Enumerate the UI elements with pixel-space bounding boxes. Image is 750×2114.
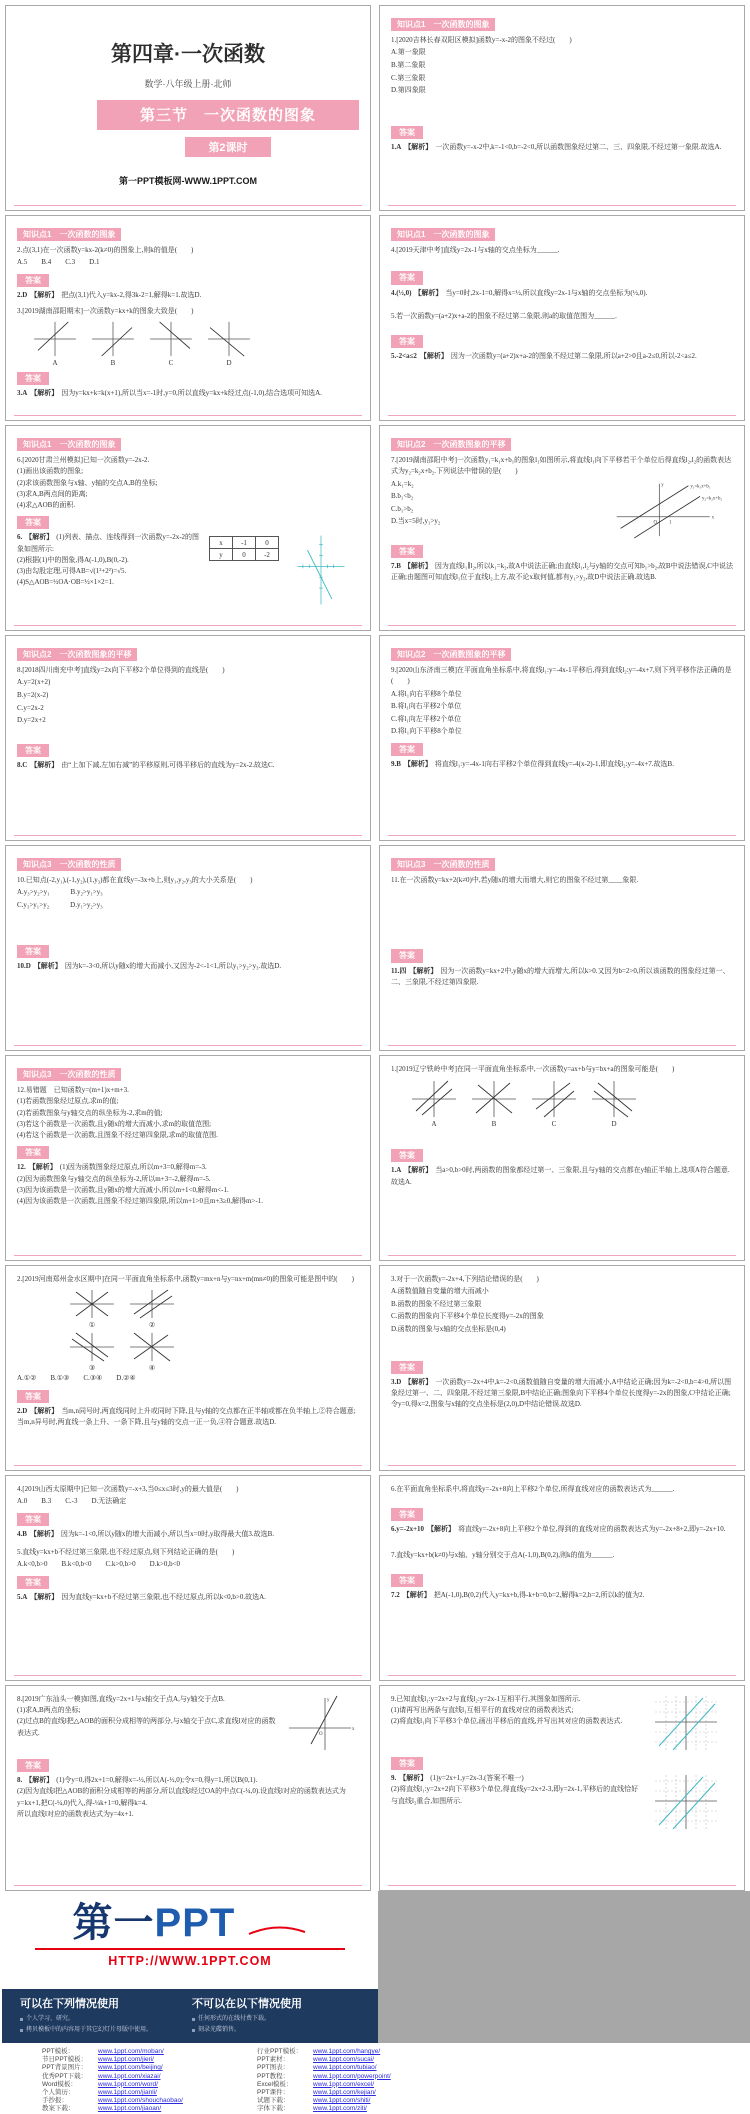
mini-axes-graph xyxy=(67,1331,117,1363)
option-graphs xyxy=(67,1331,359,1372)
bullet-square-icon xyxy=(192,2029,195,2032)
answer-badge: 答案 xyxy=(17,1576,49,1589)
option-line: A.y₃>y₂>y₁ B.y₂>y₁>y₃ xyxy=(17,888,103,897)
knowledge-badge: 知识点2 一次函数图象的平移 xyxy=(391,648,511,661)
answer-text: 12. 【解析】 (1)因为函数图象经过原点,所以m+3=0,解得m=-3. xyxy=(17,1163,207,1172)
graph-option: A xyxy=(31,320,79,367)
question-sub: (3)求A,B两点间的距离; xyxy=(17,489,88,498)
site-watermark: 第一PPT模板网-WWW.1PPT.COM xyxy=(119,176,257,186)
value-table: x -1 0 y 0 -2 xyxy=(209,536,279,561)
answer-badge: 答案 xyxy=(391,1149,423,1162)
link[interactable]: www.1ppt.com/jianli/ xyxy=(98,2089,157,2097)
question-text: 7.[2019湖南邵阳中考]一次函数y₁=k₁x+b₁的图象l₁如图所示,将直线l₁向下平移若干个单位后得直线l₂,l₂的函数表达式为y₂=k₂x+b₂.下列说法中错误的是( ) xyxy=(391,456,732,476)
link-label: PPT教程： xyxy=(257,2072,290,2080)
option-graphs xyxy=(67,1288,359,1329)
option: A.函数值随自变量的增大而减小 xyxy=(391,1287,489,1296)
link-label: 手抄报： xyxy=(42,2097,68,2105)
option: D.当x=5时,y₁>y₂ xyxy=(391,517,441,526)
option: C.第三象限 xyxy=(391,73,426,82)
allowed-title: 可以在下列情况使用 xyxy=(20,1998,119,2010)
slide-s2-q6-q7 xyxy=(379,1475,745,1681)
term-item: 任何形式的在线付费下载。 xyxy=(192,2014,364,2025)
footer xyxy=(0,1891,750,2114)
option: B.函数的图象不经过第三象限 xyxy=(391,1299,482,1308)
slide-q1 xyxy=(379,5,745,211)
link-label: 试题下载： xyxy=(257,2097,290,2105)
answer-badge: 答案 xyxy=(391,126,423,139)
answer-text: 5.A 【解析】 因为直线y=kx+b不经过第三象限,也不经过原点,所以k<0,b>0.故选A. xyxy=(17,1593,266,1602)
question-sub: (2)将直线l₁向下平移3个单位,画出平移后的直线,并写出其对应的函数表达式. xyxy=(391,1717,623,1726)
option-line: A.5 B.4 C.3 D.1 xyxy=(17,258,100,267)
slide-s2-q8 xyxy=(5,1685,371,1891)
svg-text:y: y xyxy=(327,1698,330,1703)
mini-axes-graph xyxy=(67,1288,117,1320)
mini-axes-graph xyxy=(529,1079,579,1119)
slide-q12 xyxy=(5,1055,371,1261)
slide-q9 xyxy=(379,635,745,841)
answer-badge: 答案 xyxy=(391,335,423,348)
answer-text: 4.B 【解析】 因为k=-1<0,所以y随x的增大而减小,所以当x=0时,y取得最大值3.故选B. xyxy=(17,1529,275,1538)
link-label: PPT背景图片： xyxy=(42,2064,88,2072)
question-text: 1.[2020吉林长春双阳区模拟]函数y=-x-2的图象不经过( ) xyxy=(391,36,572,45)
logo-cn: 第一 xyxy=(72,1901,155,1945)
option: A.第一象限 xyxy=(391,48,426,57)
slide-title xyxy=(5,5,371,211)
answer-badge: 答案 xyxy=(391,1574,423,1587)
logo-en: PPT xyxy=(154,1901,236,1945)
slide-q2-q3 xyxy=(5,215,371,421)
slide-s2-q3 xyxy=(379,1265,745,1471)
answer-text: 10.D 【解析】 因为k=-3<0,所以y随x的增大而减小,又因为-2<-1<1,所以y₁>y₂>y₃.故选D. xyxy=(17,961,282,970)
option: C.将l₁向左平移2个单位 xyxy=(391,714,462,723)
mini-axes-graph xyxy=(127,1288,177,1320)
answer-text: 11.四 【解析】 因为一次函数y=kx+2中,y随x的增大而增大,所以k>0.又因为b=2>0,所以该函数的图象经过第一、二、三象限,不经过第四象限. xyxy=(391,966,730,986)
answer-badge: 答案 xyxy=(17,1390,49,1403)
knowledge-badge: 知识点1 一次函数的图象 xyxy=(17,438,121,451)
answer-badge: 答案 xyxy=(391,545,423,558)
question-sub: (4)若这个函数是一次函数,且图象不经过第四象限,求m的取值范围. xyxy=(17,1130,218,1139)
option-graphs xyxy=(31,320,359,367)
option: D.将l₁向下平移8个单位 xyxy=(391,727,462,736)
svg-text:x: x xyxy=(711,515,715,521)
option: A.y=2(x+2) xyxy=(17,678,51,687)
option-line: A.k<0,b>0 B.k<0,b<0 C.k>0,b>0 D.k>0,b<0 xyxy=(17,1560,181,1569)
link-label: PPT图表： xyxy=(257,2064,290,2072)
mini-axes-graph xyxy=(589,1079,639,1119)
option: C.b₁>b₂ xyxy=(391,504,414,513)
question-sub: (1)求A,B两点的坐标; xyxy=(17,1706,81,1715)
slide-q8 xyxy=(5,635,371,841)
answer-text: 8. 【解析】 (1)令y=0,得2x+1=0,解得x=-½,所以A(-½,0);令x=0,得y=1,所以B(0,1). xyxy=(17,1776,258,1785)
question-text: 3.[2019湖南邵阳期末]一次函数y=kx+k的图象大致是( ) xyxy=(17,307,194,316)
link-label: 优秀PPT下载： xyxy=(42,2072,88,2080)
book-subtitle: 数学·八年级上册·北师 xyxy=(144,79,232,89)
section-banner: 第三节 一次函数的图象 xyxy=(97,100,359,130)
option: D.y=2x+2 xyxy=(17,716,46,725)
link[interactable]: www.1ppt.com/kejian/ xyxy=(313,2089,376,2097)
answer-badge: 答案 xyxy=(391,743,423,756)
link-label: 行业PPT模板： xyxy=(257,2048,303,2055)
forbidden-uses xyxy=(192,1995,364,2043)
answer-badge: 答案 xyxy=(391,1361,423,1374)
option: D.函数的图象与x轴的交点坐标是(0,4) xyxy=(391,1324,506,1333)
site-url-link[interactable]: HTTP://WWW.1PPT.COM xyxy=(108,1954,272,1968)
answer-text: 5.-2<a≤2 【解析】 因为一次函数y=(a+2)x+a-2的图象不经过第二象限,所以a+2>0且a-2≤0,所以-2<a≤2. xyxy=(391,352,697,361)
knowledge-badge: 知识点1 一次函数的图象 xyxy=(17,228,121,241)
slide-s2-q4-q5 xyxy=(5,1475,371,1681)
bullet-square-icon xyxy=(20,2018,23,2021)
option: A.将l₁向右平移8个单位 xyxy=(391,689,462,698)
question-text: 6.在平面直角坐标系中,将直线y=-2x+8向上平移2个单位,所得直线对应的函数表达式为______. xyxy=(391,1485,675,1493)
knowledge-badge: 知识点1 一次函数的图象 xyxy=(391,228,495,241)
line-graph xyxy=(285,1694,357,1754)
option-line: C.y₃>y₁>y₂ D.y₁>y₂>y₃ xyxy=(17,900,103,909)
slide-q4-q5 xyxy=(379,215,745,421)
allowed-uses xyxy=(20,1995,192,2043)
lesson-badge: 第2课时 xyxy=(185,137,271,157)
graph-option: C xyxy=(147,320,195,367)
answer-badge: 答案 xyxy=(391,1508,423,1521)
answer-text: 8.C 【解析】 由“上加下减,左加右减”的平移原则,可得平移后的直线为y=2x-2.故选C. xyxy=(17,760,275,769)
mini-axes-graph xyxy=(205,320,253,358)
answer-badge: 答案 xyxy=(391,1757,423,1770)
graph-option: ③ xyxy=(67,1331,117,1372)
option: A.k₁=k₂ xyxy=(391,479,414,488)
term-item: 个人学习、研究。 xyxy=(20,2014,192,2025)
link-label: 字体下载： xyxy=(257,2105,290,2113)
link[interactable]: www.1ppt.com/beijing/ xyxy=(98,2064,163,2072)
graph-option: ④ xyxy=(127,1331,177,1372)
mini-axes-graph xyxy=(89,320,137,358)
question-text: 5.若一次函数y=(a+2)x+a-2的图象不经过第二象限,则a的取值范围为______. xyxy=(391,311,617,320)
answer-text: 7.B 【解析】 因为直线l₁∥l₂,所以k₁=k₂,故A中说法正确;由直线l₁,l₂与y轴的交点可知b₁>b₂,故B中说法错误,C中说法正确;由题图可知直线l₁位于直线l₂上方,故不论x取何值,都有y₁>y₂,故D中说法正确.故选B. xyxy=(391,561,733,581)
usage-terms xyxy=(2,1989,378,2043)
mini-axes-graph xyxy=(147,320,195,358)
answer-text: 7.2 【解析】 把A(-1,0),B(0,2)代入y=kx+b,得-k+b=0,b=2,解得k=2,b=2,所以k的值为2. xyxy=(391,1590,645,1599)
question-sub: (1)请再写出两条与直线l₁互相平行的直线对应的函数表达式; xyxy=(391,1706,574,1715)
question-text: 2.点(3,1)在一次函数y=kx-2(k≠0)的图象上,则k的值是( ) xyxy=(17,246,194,255)
answer-badge: 答案 xyxy=(391,949,423,962)
link[interactable]: www.1ppt.com/xiazai/ xyxy=(98,2072,161,2080)
site-logo xyxy=(2,1901,378,1945)
slide-s2-q2 xyxy=(5,1265,371,1471)
question-text: 6.[2020甘肃兰州模拟]已知一次函数y=-2x-2. xyxy=(17,456,150,465)
knowledge-badge: 知识点1 一次函数的图象 xyxy=(391,18,495,31)
link[interactable]: www.1ppt.com/jieri/ xyxy=(98,2056,154,2064)
logo-card xyxy=(2,1891,378,1989)
question-text: 2.[2019河南郑州金水区期中]在同一平面直角坐标系中,函数y=mx+n与y=nx+m(mn≠0)的图象可能是图中的( ) xyxy=(17,1275,354,1283)
slide-s2-q9 xyxy=(379,1685,745,1891)
question-text: 10.已知点(-2,y₁),(-1,y₂),(1,y₃)都在直线y=-3x+b上,则y₁,y₂,y₃的大小关系是( ) xyxy=(17,876,253,885)
parallel-lines-graph xyxy=(611,478,729,540)
answer-text: 3.A 【解析】 因为y=kx+k=k(x+1),所以当x=-1时,y=0,所以直线y=kx+k经过点(-1,0),结合选项可知选A. xyxy=(17,388,322,397)
svg-text:y₁=k₁x+b₁: y₁=k₁x+b₁ xyxy=(690,484,711,490)
option-graphs xyxy=(409,1079,733,1128)
answer-badge: 答案 xyxy=(17,274,49,287)
link-label: PPT素材： xyxy=(257,2056,290,2064)
logo-swoosh-icon xyxy=(247,1926,307,1936)
question-text: 8.[2018四川南充中考]直线y=2x向下平移2个单位得到的直线是( ) xyxy=(17,666,225,675)
answer-badge: 答案 xyxy=(17,516,49,529)
option: C.函数的图象向下平移4个单位长度得y=-2x的图象 xyxy=(391,1312,544,1321)
links-band xyxy=(0,2043,750,2114)
mini-axes-graph xyxy=(127,1331,177,1363)
link-label: Excel模板： xyxy=(257,2080,293,2088)
option: B.第二象限 xyxy=(391,60,426,69)
question-sub: (4)求△AOB的面积. xyxy=(17,500,76,509)
link-label: 节日PPT模板： xyxy=(42,2056,88,2064)
slide-q10 xyxy=(5,845,371,1051)
graph-option: C xyxy=(529,1079,579,1128)
question-text: 3.对于一次函数y=-2x+4,下列结论错误的是( ) xyxy=(391,1275,539,1283)
mini-axes-graph xyxy=(409,1079,459,1119)
answer-badge: 答案 xyxy=(17,744,49,757)
graph-option: B xyxy=(469,1079,519,1128)
svg-text:1: 1 xyxy=(669,520,672,526)
knowledge-badge: 知识点3 一次函数的性质 xyxy=(391,858,495,871)
link-label: Word模板： xyxy=(42,2080,77,2088)
question-sub: (2)若函数图象与y轴交点的纵坐标为-2,求m的值; xyxy=(17,1108,163,1117)
links-column-right xyxy=(257,2048,517,2114)
svg-text:O: O xyxy=(653,520,658,526)
answer-badge: 答案 xyxy=(17,945,49,958)
knowledge-badge: 知识点2 一次函数图象的平移 xyxy=(391,438,511,451)
links-column-left xyxy=(42,2048,257,2114)
answer-badge: 答案 xyxy=(17,1146,49,1159)
slide-q11 xyxy=(379,845,745,1051)
svg-text:O: O xyxy=(319,1732,323,1737)
grid-graph xyxy=(653,1694,719,1752)
graph-option: ① xyxy=(67,1288,117,1329)
graph-option: A xyxy=(409,1079,459,1128)
question-sub: (3)若这个函数是一次函数,且y随x的增大而减小,求m的取值范围; xyxy=(17,1119,212,1128)
question-text: 4.[2019山西太原期中]已知一次函数y=-x+3,当0≤x≤3时,y的最大值是( ) xyxy=(17,1485,239,1493)
link[interactable]: www.1ppt.com/tubiao/ xyxy=(313,2064,377,2072)
answer-text: 2.D 【解析】 当m,n同号时,两直线同时上升或同时下降,且与y轴的交点都在正半轴或都在负半轴上,②符合题意;当m,n异号时,两直线一条上升、一条下降,且与y轴的交点一正一负,④符合题意.故选D. xyxy=(17,1406,356,1427)
link[interactable]: www.1ppt.com/hangye/ xyxy=(313,2048,381,2055)
divider xyxy=(35,1948,345,1950)
answer-text: 4.(½,0) 【解析】 当y=0时,2x-1=0,解得x=½,所以直线y=2x-1与x轴的交点坐标为(½,0). xyxy=(391,288,648,297)
link[interactable]: www.1ppt.com/shiti/ xyxy=(313,2097,371,2105)
question-text: 8.[2019广东汕头一模]如图,直线y=2x+1与x轴交于点A,与y轴交于点B. xyxy=(17,1695,225,1703)
question-text: 9.[2020山东济南三模]在平面直角坐标系中,将直线l₁:y=-4x-1平移后,得到直线l₂:y=-4x+7,则下列平移作法正确的是( ) xyxy=(391,666,732,686)
mini-axes-graph xyxy=(31,320,79,358)
svg-text:y₂=k₂x+b₂: y₂=k₂x+b₂ xyxy=(701,495,723,501)
bullet-square-icon xyxy=(192,2018,195,2021)
link-label: 个人简历： xyxy=(42,2089,75,2097)
answer-badge: 答案 xyxy=(17,1513,49,1526)
answer-text: 1.A 【解析】 当a>0,b>0时,两函数的图象都经过第一、三象限,且与y轴的交点都在y轴正半轴上,选项A符合题意.故选A. xyxy=(391,1166,730,1186)
link[interactable]: www.1ppt.com/jiaoan/ xyxy=(98,2105,162,2113)
question-sub: (1)画出该函数的图象; xyxy=(17,467,84,476)
svg-text:x: x xyxy=(352,1727,355,1732)
mini-axes-graph xyxy=(469,1079,519,1119)
link-label: 教案下载： xyxy=(42,2105,75,2113)
link[interactable]: www.1ppt.com/powerpoint/ xyxy=(313,2072,391,2080)
link[interactable]: www.1ppt.com/moban/ xyxy=(98,2048,164,2055)
forbidden-title: 不可以在以下情况使用 xyxy=(192,1998,302,2010)
answer-badge: 答案 xyxy=(17,1759,49,1772)
answer-line: (2)因为直线l把△AOB的面积分成相等的两部分,所以直线l经过OA的中点C(-¼,0).设直线l对应的函数表达式为y=kx+1,把C(-¼,0)代入,得-¼k+1=0,解得k=4. xyxy=(17,1787,346,1807)
answer-badge: 答案 xyxy=(391,271,423,284)
term-item: 拷贝模板中的内容用于其它幻灯片母版中使用。 xyxy=(20,2025,192,2036)
svg-text:y: y xyxy=(661,482,664,488)
link-label: PPT模板： xyxy=(42,2048,75,2055)
option: B.y=2(x-2) xyxy=(17,690,49,699)
option: B.b₁<b₂ xyxy=(391,492,414,501)
answer-line: (2)因为函数图象与y轴交点的纵坐标为-2,所以m+3=-2,解得m=-5. xyxy=(17,1174,211,1183)
link[interactable]: www.1ppt.com/excel/ xyxy=(313,2080,375,2088)
question-text: 4.[2019天津中考]直线y=2x-1与x轴的交点坐标为______. xyxy=(391,246,560,255)
knowledge-badge: 知识点3 一次函数的性质 xyxy=(17,1068,121,1081)
chapter-title: 第四章·一次函数 xyxy=(111,43,265,66)
slide-s2-q1 xyxy=(379,1055,745,1261)
link[interactable]: www.1ppt.com/sucai/ xyxy=(313,2056,375,2064)
slide-q6 xyxy=(5,425,371,631)
bullet-square-icon xyxy=(20,2029,23,2032)
link-label: PPT课件： xyxy=(257,2089,290,2097)
answer-line: 所以直线l对应的函数表达式为y=4x+1. xyxy=(17,1809,134,1818)
slide-q7 xyxy=(379,425,745,631)
link[interactable]: www.1ppt.com/word/ xyxy=(98,2080,158,2088)
answer-text: 9. 【解析】 (1)y=2x+1,y=2x-3.(答案不唯一) (2)将直线l₁:y=2x+2向下平移3个单位,得直线y=2x+2-3,即y=2x-1,平移后的直线恰好与直线l₂重合,如图所示. xyxy=(391,1774,639,1805)
option-line: A.①② B.①③ C.③④ D.②④ xyxy=(17,1374,136,1383)
question-text: 5.直线y=kx+b不经过第三象限,也不经过原点,则下列结论正确的是( ) xyxy=(17,1548,235,1557)
question-sub: (2)过点B的直线l把△AOB的面积分成相等的两部分,与x轴交于点C,求直线l对应的函数表达式. xyxy=(17,1717,276,1737)
answer-text: 9.B 【解析】 将直线l₁:y=-4x-1向右平移2个单位得到直线y=-4(x-2)-1,即直线l₂:y=-4x+7.故选B. xyxy=(391,760,674,769)
answer-text: 1.A 【解析】 一次函数y=-x-2中,k=-1<0,b=-2<0,所以函数图象经过第二、三、四象限,不经过第一象限.故选A. xyxy=(391,142,722,151)
question-text: 12.易错题 已知函数y=(m+1)x+m+3. xyxy=(17,1086,129,1095)
term-item: 刻录光碟销售。 xyxy=(192,2025,364,2036)
function-graph xyxy=(293,532,349,608)
question-text: 1.[2019辽宁铁岭中考]在同一平面直角坐标系中,一次函数y=ax+b与y=bx+a的图象可能是( ) xyxy=(391,1065,675,1073)
link[interactable]: www.1ppt.com/ziti/ xyxy=(313,2105,367,2113)
knowledge-badge: 知识点2 一次函数图象的平移 xyxy=(17,648,137,661)
answer-text: 2.D 【解析】 把点(3,1)代入y=kx-2,得3k-2=1,解得k=1.故选D. xyxy=(17,291,202,300)
graph-option: D xyxy=(205,320,253,367)
answer-line: (4)因为该函数是一次函数,且图象不经过第四象限,所以m+1>0且m+3≥0,解得m>-1. xyxy=(17,1196,263,1205)
option: B.将l₁向右平移2个单位 xyxy=(391,702,462,711)
question-text: 11.在一次函数y=kx+2(k≠0)中,若y随x的增大而增大,则它的图象不经过第____象限. xyxy=(391,876,639,885)
graph-option: B xyxy=(89,320,137,367)
option-line: A.0 B.3 C.-3 D.无法确定 xyxy=(17,1497,127,1506)
link[interactable]: www.1ppt.com/shouchaobao/ xyxy=(98,2097,183,2105)
question-text: 7.直线y=kx+b(k≠0)与x轴、y轴分别交于点A(-1,0),B(0,2),则k的值为______. xyxy=(391,1550,615,1559)
answer-line: (3)因为该函数是一次函数,且y随x的增大而减小,所以m+1<0,解得m<-1. xyxy=(17,1185,229,1194)
knowledge-badge: 知识点3 一次函数的性质 xyxy=(17,858,121,871)
question-sub: (1)若函数图象经过原点,求m的值; xyxy=(17,1097,119,1106)
question-sub: (2)求该函数图象与x轴、y轴的交点A,B的坐标; xyxy=(17,478,158,487)
answer-text: 6.y=-2x+10 【解析】 将直线y=-2x+8向上平移2个单位,得到的直线对应的函数表达式为y=-2x+8+2,即y=-2x+10. xyxy=(391,1525,726,1534)
grid-graph-answer xyxy=(653,1773,719,1831)
graph-option: D xyxy=(589,1079,639,1128)
answer-text: 6. 【解析】 (1)列表、描点、连线得到一次函数y=-2x-2的图象如图所示: (2)根据(1)中的图象,得A(-1,0),B(0,-2). (3)由勾股定理,可得AB=√(1²+2²)=√5. (4)S△AOB=½OA·OB=½×1×2=1. xyxy=(17,533,200,587)
answer-text: 3.D 【解析】 一次函数y=-2x+4中,k=-2<0,函数值随自变量的增大而减小,A中结论正确;因为k=-2<0,b=4>0,所以图象经过第一、二、四象限,不经过第三象限,B中结论正确;图象向下平移4个单位长度得y=-2x的图象,C中结论正确;令y=0,得x=2,图象与x轴的交点坐标是(2,0),D中结论错误.故选D. xyxy=(391,1377,732,1409)
gray-filler xyxy=(378,1891,750,2043)
option: D.第四象限 xyxy=(391,86,426,95)
option: C.y=2x-2 xyxy=(17,703,44,712)
question-text: 9.已知直线l₁:y=2x+2与直线l₂:y=2x-1互相平行,其图象如图所示. xyxy=(391,1695,581,1703)
answer-badge: 答案 xyxy=(17,372,49,385)
graph-option: ② xyxy=(127,1288,177,1329)
